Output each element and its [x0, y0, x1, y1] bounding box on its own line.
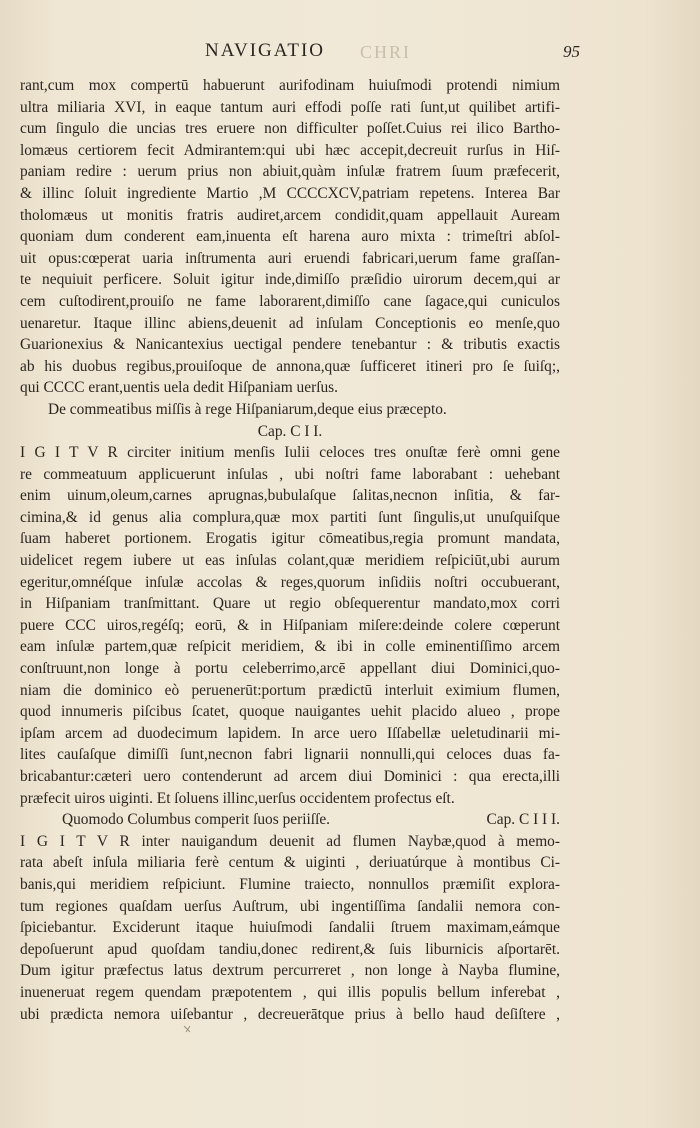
text-line: eam inſulæ partem,quæ reſpicit meridiem, & ibi in colle eminentiſſimo arcem [20, 638, 560, 656]
body-text [20, 75, 560, 1025]
text-line: uit opus:cœperat uaria inſtrumenta auri eruendi fabricari,uerum fame graſſan- [20, 249, 560, 267]
text-line: banis,qui meridiem reſpiciunt. Flumine traiecto, nonnullos præmiſit explora- [20, 875, 560, 893]
text-line: inueneruat regem quendam præpotentem , qui illis populis bellum inferebat , [20, 983, 560, 1001]
text-line: niam die dominico eò peruenerūt:portum prædictū interluit eximium flumen, [20, 681, 560, 699]
chapter-title: Quomodo Columbus comperit ſuos periiſſe. [62, 811, 331, 829]
text-line: ſuam haberet portionem. Erogatis igitur cōmeatibus,regia promunt mandata, [20, 530, 560, 548]
text-line: ab his duobus regibus,prouiſoque de annona,quæ ſufficeret itineri pro ſe ſuiſq;, [20, 357, 560, 375]
text-line: ſpiciebantur. Exciderunt itaque huiuſmodi ſandalii ſtruem maximam,eámque [20, 919, 560, 937]
text-line: uenaretur. Itaque illinc abiens,deuenit ad inſulam Conceptionis eo menſe,quo [20, 314, 560, 332]
text-line: tholomæus ut monitis fratris audiret,arcem condidit,quam appellauit Auream [20, 206, 560, 224]
text-line: & illinc ſoluit ingrediente Martio ,M CCCCXCV,patriam repetens. Interea Bar [20, 184, 560, 202]
text-line: rant,cum mox compertū habuerunt aurifodinam huiuſmodi protendi nimium [20, 77, 560, 94]
text-line: uidelicet regem iubere ut eas inſulas colant,quæ meridiem reſpiciūt,ubi aurum [20, 552, 560, 570]
text-line: I G I T V R inter nauigandum deuenit ad flumen Naybæ,quod à memo- [20, 832, 560, 850]
page-header [0, 40, 700, 68]
text-line: te nequiuit perficere. Soluit igitur inde,dimiſſo præſidio uirorum decem,qui ar [20, 271, 560, 289]
text-line: bricabantur:cæteri uero contenderunt ad arcem diui Dominici : qua erecta,illi [20, 768, 560, 785]
text-line: cimina,& id genus alia complura,quæ mox partiti ſunt ſingulis,ut unuſquiſque [20, 508, 560, 526]
text-line: quoniam dum conderent eam,inuenta eſt harena auro mixta : trimeſtri abſol- [20, 228, 560, 246]
text-line: I G I T V R circiter initium menſis Iulii celoces tres onuſtæ ferè omni gene [20, 444, 560, 462]
text-line: re commeatuum applicuerunt inſulas , ubi noſtri fame laborabant : uehebant [20, 465, 560, 483]
text-line: Guarionexius & Nanicantexius uectigal pendere tenebantur : & tributis exactis [20, 336, 560, 354]
text-line: paniam redire : uerum prius non abiuit,quàm inſulæ fratrem ſuum præfecerit, [20, 163, 560, 181]
text-line: puere CCC uiros,regéſq; eorū, & in Hiſpaniam miſere:deinde colere cœperunt [20, 616, 560, 634]
chapter-number: Cap. C I I. [257, 422, 323, 440]
text-line: cum ſingulo die uncias tres eruere non difficulter poſſet.Cuius rei ilico Bartho- [20, 120, 560, 138]
text-line: in Hiſpaniam tranſmittant. Quare ut regio obſequerentur mandato,mox corri [20, 595, 560, 613]
text-line: conſtruunt,non longe à portu celeberrimo,arcē appellant diui Dominici,quo- [20, 660, 560, 678]
chapter-number: Cap. C I I I. [486, 811, 560, 829]
text-line: ipſam arcem ad duodecimum lapidem. In arce uero Iſſabellæ ueletudinarii mi- [20, 724, 560, 742]
text-line: enim uinum,oleum,carnes aprugnas,bubulaſque ſalitas,necnon inſitia, & far- [20, 487, 560, 505]
text-line: rata abeſt inſula miliaria ferè centum & uiginti , deriuatúrque à montibus Ci- [20, 854, 560, 872]
text-line: cem cuſtodirent,prouiſo ne fame laborarent,dimiſſo cane ſagace,qui cuniculos [20, 292, 560, 310]
chapter-title: De commeatibus miſſis à rege Hiſpaniarum,deque eius præcepto. [48, 400, 447, 418]
text-line: quod innumeris piſcibus ſcatet, quoque nauigantes uehit placido alueo , prope [20, 703, 560, 721]
text-line: præfecit uiros uiginti. Et ſoluens illinc,uerſus occidentem profectus eſt. [20, 789, 455, 807]
paper-marks [180, 1020, 220, 1054]
text-line: ubi prædicta nemora uiſebantur , decreuerātque prius à bello haud deſiſtere , [20, 1005, 560, 1023]
text-line: Dum igitur præfectus latus dextrum percurreret , non longe à Nayba flumine, [20, 962, 560, 980]
running-head: NAVIGATIO [205, 40, 326, 61]
paper-mark-icon [180, 1020, 220, 1050]
text-line: lites cauſaſque dimiſſi ſunt,necnon fabri lignarii nonnulli,qui celoces duas fa- [20, 746, 560, 764]
text-line: ultra miliaria XVI, in eaque tantum auri effodi poſſe rati ſunt,ut quilibet artifi- [20, 98, 560, 116]
text-line: qui CCCC erant,uentis uela dedit Hiſpaniam uerſus. [20, 379, 339, 397]
text-line: egeritur,omnéſque inſulæ accolas & reges,quorum inſidiis noſtri occubuerant, [20, 573, 560, 591]
text-line: lomæus certiorem fecit Admirantem:qui ubi hæc accepit,decreuit rurſus in Hiſ- [20, 141, 560, 159]
bleed-through-text: CHRI [360, 42, 412, 62]
chapter-heading [20, 809, 560, 831]
page-number: 95 [563, 42, 580, 61]
text-line: tum regiones quaſdam uerſus Auſtrum, ubi ingentiſſima ſandalii nemora con- [20, 897, 560, 915]
text-line: depoſuerunt apud quoſdam tandiu,donec redirent,& ſuis liburnicis aſportarēt. [20, 940, 560, 958]
